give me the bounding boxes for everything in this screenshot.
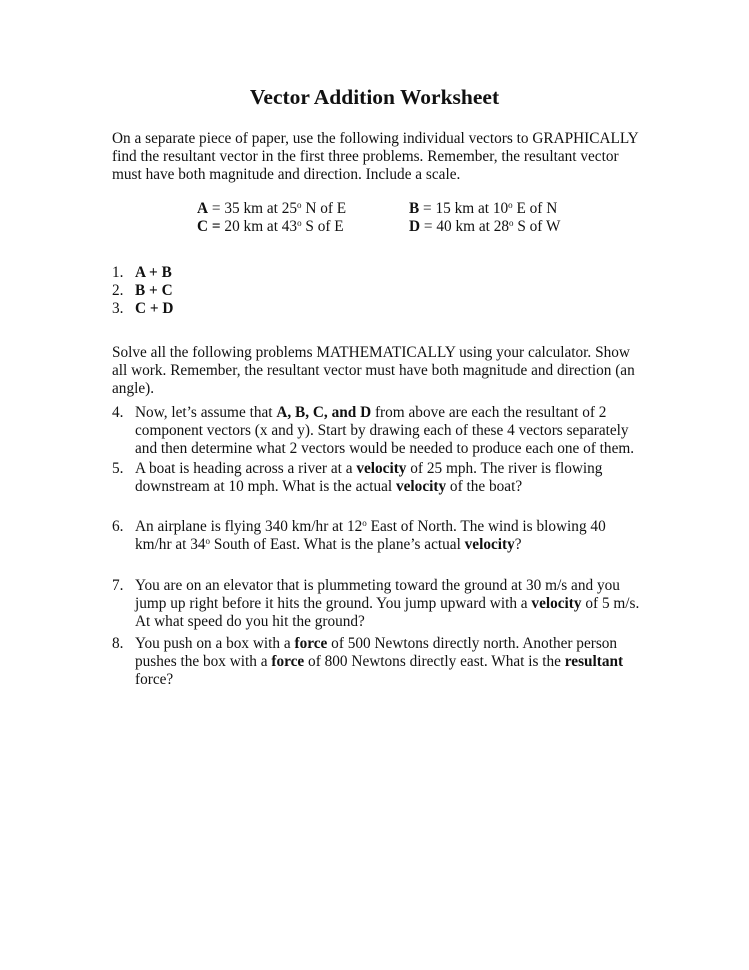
bold-text: velocity xyxy=(356,460,407,477)
vector-d xyxy=(409,218,560,236)
bold-text: velocity xyxy=(464,536,515,553)
intro-paragraph xyxy=(112,130,642,184)
text-segment: You are on an elevator that is plummeting toward the ground at 30 m/s and you jump up right before it hits the ground. You jump upward with a xyxy=(135,577,620,612)
text-segment: East of North. The wind is blowing 40 km/hr at 34 xyxy=(135,518,606,553)
bold-text: A xyxy=(197,200,209,217)
text-segment: E of N xyxy=(512,200,558,217)
text-segment: A boat is heading across a river at a xyxy=(135,460,357,477)
text-segment: An airplane is flying 340 km/hr at 12 xyxy=(135,518,363,535)
problem-8 xyxy=(112,635,642,689)
problem-number: 5. xyxy=(112,460,124,477)
degree-superscript: o xyxy=(362,518,367,528)
problem-6 xyxy=(112,518,642,554)
bold-text: D xyxy=(409,218,421,235)
text-segment: = 15 km at 10 xyxy=(419,200,509,217)
vector-b xyxy=(409,200,557,218)
degree-superscript: o xyxy=(297,218,302,228)
problem-5 xyxy=(112,460,642,496)
text-segment: S of W xyxy=(513,218,561,235)
text-segment: Solve all the following problems MATHEMATICALLY using your calculator. Show all work. Remember, the resultant vector must have both magnitude and direction (an angle). xyxy=(112,344,635,397)
text-segment: of the boat? xyxy=(446,478,523,495)
problem-number: 6. xyxy=(112,518,124,535)
graphical-problem-3 xyxy=(112,300,642,318)
problem-7 xyxy=(112,577,642,631)
text-segment: force? xyxy=(135,671,174,688)
problem-number: 2. xyxy=(112,282,124,299)
text-segment: of 500 Newtons directly north. Another person pushes the box with a xyxy=(135,635,618,670)
bold-text: force xyxy=(294,635,328,652)
graphical-problem-1 xyxy=(112,264,642,282)
text-segment: N of E xyxy=(301,200,347,217)
text-segment: = 40 km at 28 xyxy=(420,218,509,235)
degree-superscript: o xyxy=(508,200,513,210)
problem-4 xyxy=(112,404,642,458)
problem-number: 7. xyxy=(112,577,124,594)
bold-text: velocity xyxy=(531,595,582,612)
problem-number: 8. xyxy=(112,635,124,652)
bold-text: force xyxy=(271,653,305,670)
degree-superscript: o xyxy=(297,200,302,210)
problem-text: A + B xyxy=(135,264,172,281)
worksheet-title: Vector Addition Worksheet xyxy=(249,85,500,109)
problem-text: C + D xyxy=(135,300,174,317)
bold-text: A, B, C, and D xyxy=(276,404,372,421)
vector-c xyxy=(197,218,344,236)
instructions-paragraph xyxy=(112,344,642,398)
problem-text xyxy=(135,635,623,688)
text-segment: You push on a box with a xyxy=(135,635,295,652)
text-segment: On a separate piece of paper, use the following individual vectors to GRAPHICALLY find the resultant vector in the first three problems. Remember, the resultant vector must have both magnitude and direction. Include a scale. xyxy=(112,130,639,183)
vector-a xyxy=(197,200,346,218)
problem-number: 3. xyxy=(112,300,124,317)
text-segment: of 800 Newtons directly east. What is the xyxy=(304,653,565,670)
text-segment: South of East. What is the plane’s actual xyxy=(210,536,465,553)
bold-text: B xyxy=(409,200,420,217)
text-segment: of 25 mph. The river is flowing downstream at 10 mph. What is the actual xyxy=(135,460,603,495)
problem-text xyxy=(135,577,639,630)
text-segment: from above are each the resultant of 2 component vectors (x and y). Start by drawing each of these 4 vectors separately and then determine what 2 vectors would be needed to produce each one of them. xyxy=(135,404,635,457)
text-segment: S of E xyxy=(301,218,344,235)
problem-text xyxy=(135,460,602,495)
bold-text: C = xyxy=(197,218,221,235)
bold-text: velocity xyxy=(395,478,447,495)
text-segment: 20 km at 43 xyxy=(220,218,298,235)
text-segment: = 35 km at 25 xyxy=(208,200,297,217)
degree-superscript: o xyxy=(509,218,514,228)
problem-text xyxy=(135,518,606,553)
text-segment: ? xyxy=(514,536,522,553)
problem-text xyxy=(135,404,634,457)
text-segment: of 5 m/s. At what speed do you hit the ground? xyxy=(135,595,640,630)
degree-superscript: o xyxy=(205,536,211,546)
bold-text: resultant xyxy=(564,653,624,670)
graphical-problem-2 xyxy=(112,282,642,300)
problem-number: 4. xyxy=(112,404,124,421)
problem-text: B + C xyxy=(135,282,173,299)
text-segment: Now, let’s assume that xyxy=(135,404,277,421)
problem-number: 1. xyxy=(112,264,124,281)
